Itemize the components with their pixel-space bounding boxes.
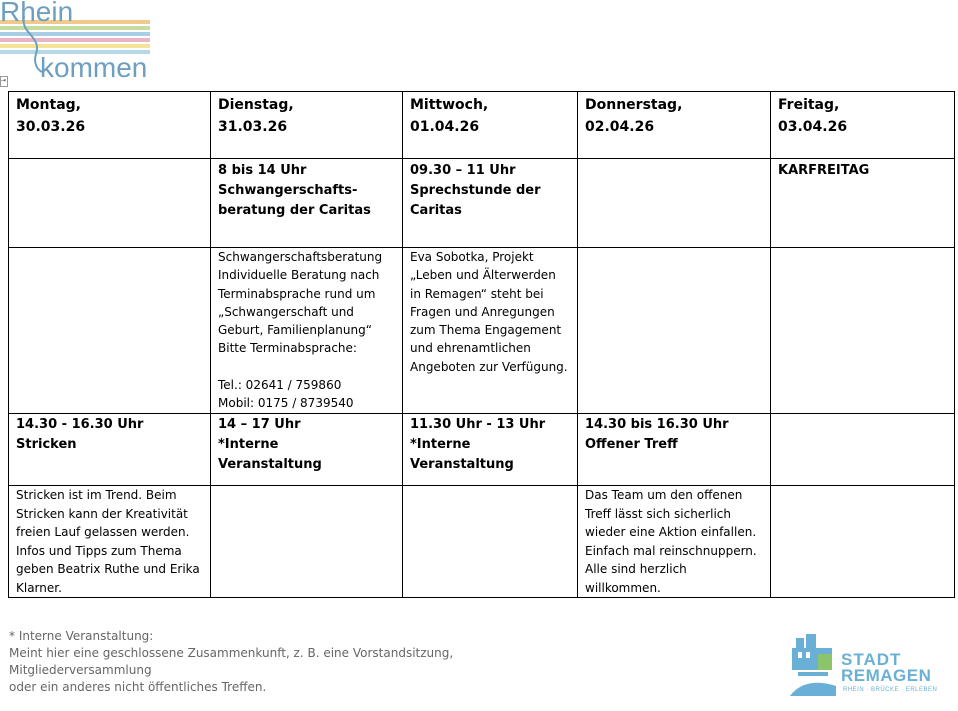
- city-logo-line1: STADT: [841, 650, 902, 669]
- table-cell: Schwangerschaftsberatung Individuelle Beratung nach Terminabsprache rund um „Schwangerschaft und Geburt, Familienplanung“ Bitte Terminabsprache: Tel.: 02641 / 759860 Mobil: 0175 / 8739540: [211, 248, 403, 414]
- header-monday: Montag, 30.03.26: [9, 92, 211, 159]
- city-building-icon: [788, 632, 838, 700]
- table-row: [9, 486, 955, 598]
- table-cell: Eva Sobotka, Projekt „Leben und Älterwerden in Remagen“ steht bei Fragen und Anregungen zum Thema Engagement und ehrenamtlichen Angeboten zur Verfügung.: [403, 248, 578, 414]
- table-cell: 11.30 Uhr - 13 Uhr *Interne Veranstaltung: [403, 414, 578, 486]
- rheinkommen-logo: [0, 0, 155, 82]
- table-cell: [9, 248, 211, 414]
- logo-word-top: Rhein: [0, 0, 74, 27]
- table-row: [9, 248, 955, 414]
- table-move-handle-icon[interactable]: ⇥: [0, 76, 8, 87]
- header-friday: Freitag, 03.04.26: [771, 92, 955, 159]
- table-header-row: [9, 92, 955, 159]
- table-cell: 09.30 – 11 Uhr Sprechstunde der Caritas: [403, 159, 578, 248]
- table-cell: Stricken ist im Trend. Beim Stricken kann der Kreativität freien Lauf gelassen werden. Infos und Tipps zum Thema geben Beatrix Ruthe und Erika Klarner.: [9, 486, 211, 598]
- table-cell-karfreitag: KARFREITAG: [771, 159, 955, 248]
- table-cell: [403, 486, 578, 598]
- table-cell: [211, 486, 403, 598]
- table-cell: 14 – 17 Uhr *Interne Veranstaltung: [211, 414, 403, 486]
- table-cell: [9, 159, 211, 248]
- table-cell: [578, 248, 771, 414]
- table-row: [9, 414, 955, 486]
- header-wednesday: Mittwoch, 01.04.26: [403, 92, 578, 159]
- table-row: [9, 159, 955, 248]
- logo-word-bottom: kommen: [40, 52, 148, 83]
- table-cell: 8 bis 14 Uhr Schwangerschafts- beratung der Caritas: [211, 159, 403, 248]
- table-cell: [578, 159, 771, 248]
- stadt-remagen-logo: [788, 632, 948, 702]
- table-cell: Das Team um den offenen Treff lässt sich sicherlich wieder eine Aktion einfallen. Einfach mal reinschnuppern. Alle sind herzlich willkommen.: [578, 486, 771, 598]
- header-tuesday: Dienstag, 31.03.26: [211, 92, 403, 159]
- city-logo-line2: REMAGEN: [841, 666, 932, 685]
- table-cell: [771, 486, 955, 598]
- table-cell: 14.30 bis 16.30 Uhr Offener Treff: [578, 414, 771, 486]
- footnote: * Interne Veranstaltung: Meint hier eine geschlossene Zusammenkunft, z. B. eine Vorstandsitzung, Mitgliederversammlung oder ein anderes nicht öffentliches Treffen.: [9, 629, 454, 694]
- table-cell: [771, 414, 955, 486]
- table-cell: [771, 248, 955, 414]
- header-thursday: Donnerstag, 02.04.26: [578, 92, 771, 159]
- city-logo-tagline: RHEIN · BRÜCKE · ERLEBEN: [843, 687, 938, 693]
- weekly-schedule-table: [8, 91, 955, 598]
- table-cell: 14.30 - 16.30 Uhr Stricken: [9, 414, 211, 486]
